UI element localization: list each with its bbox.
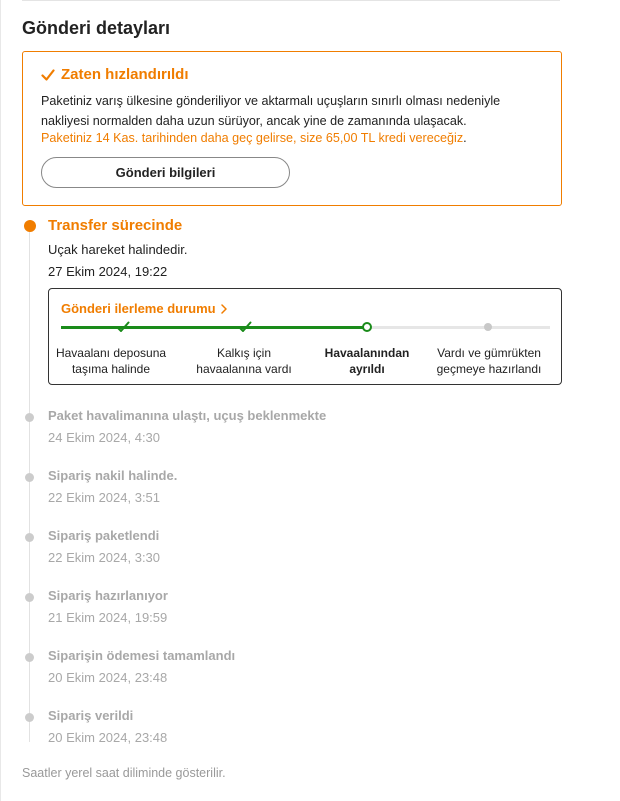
progress-step-label (56, 345, 166, 377)
timeline-event-title: Sipariş paketlendi (48, 528, 160, 543)
timeline-event-title: Sipariş hazırlanıyor (48, 588, 168, 603)
progress-step-label (437, 345, 542, 377)
timeline-event-title: Paket havalimanına ulaştı, uçuş beklenmekte (48, 408, 327, 423)
progress-track (61, 326, 550, 329)
step-current-marker (362, 322, 372, 332)
step-pending-marker (484, 323, 492, 331)
timeline-event-dot (25, 413, 34, 422)
step-label-line: havaalanına vardı (196, 362, 292, 376)
shipment-info-button[interactable]: Gönderi bilgileri (41, 157, 290, 188)
current-status-title: Transfer sürecinde (48, 217, 183, 234)
credit-promise-text: Paketiniz 14 Kas. tarihinden daha geç gelirse, size 65,00 TL kredi vereceğiz (41, 131, 464, 145)
timeline-event-date: 20 Ekim 2024, 23:48 (48, 670, 168, 685)
step-label-line: ayrıldı (349, 362, 385, 376)
step-done-check-icon (116, 320, 130, 338)
progress-title-link[interactable] (61, 301, 228, 316)
timeline-event (0, 708, 560, 752)
timeline-event-title: Sipariş verildi (48, 708, 134, 723)
timeline-event-date: 24 Ekim 2024, 4:30 (48, 430, 161, 445)
notice-heading-text: Zaten hızlandırıldı (61, 66, 189, 83)
current-status-date: 27 Ekim 2024, 19:22 (48, 264, 168, 279)
timeline-event (0, 648, 560, 692)
step-label-line: Havaalanı deposuna (55, 346, 167, 360)
timeline-event-title: Sipariş nakil halinde. (48, 468, 178, 483)
timeline-event (0, 468, 560, 512)
timeline-event-dot (25, 653, 34, 662)
timeline-event-dot (25, 473, 34, 482)
progress-track-fill (61, 326, 367, 329)
step-label-line: Kalkış için (216, 346, 272, 360)
credit-promise (41, 131, 467, 145)
page-title: Gönderi detayları (22, 18, 171, 38)
step-label-line: Vardı ve gümrükten (437, 346, 541, 360)
notice-body: Paketiniz varış ülkesine gönderiliyor ve aktarmalı uçuşların sınırlı olması nedeniyle nakliyesi normalden daha uzun sürüyor, ancak yine de zamanında ulaşacak. (41, 94, 501, 128)
timeline-event-date: 22 Ekim 2024, 3:51 (48, 490, 161, 505)
current-status-description: Uçak hareket halindedir. (48, 242, 188, 257)
step-done-check-icon (238, 320, 252, 338)
timeline-event-date: 21 Ekim 2024, 19:59 (48, 610, 168, 625)
timeline-event-date: 20 Ekim 2024, 23:48 (48, 730, 168, 745)
progress-panel (48, 288, 562, 385)
progress-step-label (325, 345, 410, 377)
top-divider (22, 0, 560, 1)
notice-heading (41, 66, 189, 83)
step-label-line: Havaalanından (324, 346, 410, 360)
timeline-event-date: 22 Ekim 2024, 3:30 (48, 550, 161, 565)
progress-step-label (196, 345, 291, 377)
expedited-notice (22, 51, 562, 206)
check-icon (41, 68, 55, 82)
timeline-event (0, 528, 560, 572)
timeline-event-dot (25, 713, 34, 722)
timeline-event (0, 588, 560, 632)
timeline-event (0, 408, 560, 452)
timeline-event-dot (25, 593, 34, 602)
step-label-line: geçmeye hazırlandı (436, 362, 542, 376)
step-label-line: taşıma halinde (71, 362, 151, 376)
timezone-note: Saatler yerel saat diliminde gösterilir. (22, 766, 226, 780)
current-status-dot (24, 220, 36, 232)
progress-title: Gönderi ilerleme durumu (61, 301, 216, 316)
timeline-event-title: Siparişin ödemesi tamamlandı (48, 648, 236, 663)
credit-promise-period: . (463, 131, 467, 145)
chevron-right-icon (220, 304, 228, 314)
timeline-event-dot (25, 533, 34, 542)
